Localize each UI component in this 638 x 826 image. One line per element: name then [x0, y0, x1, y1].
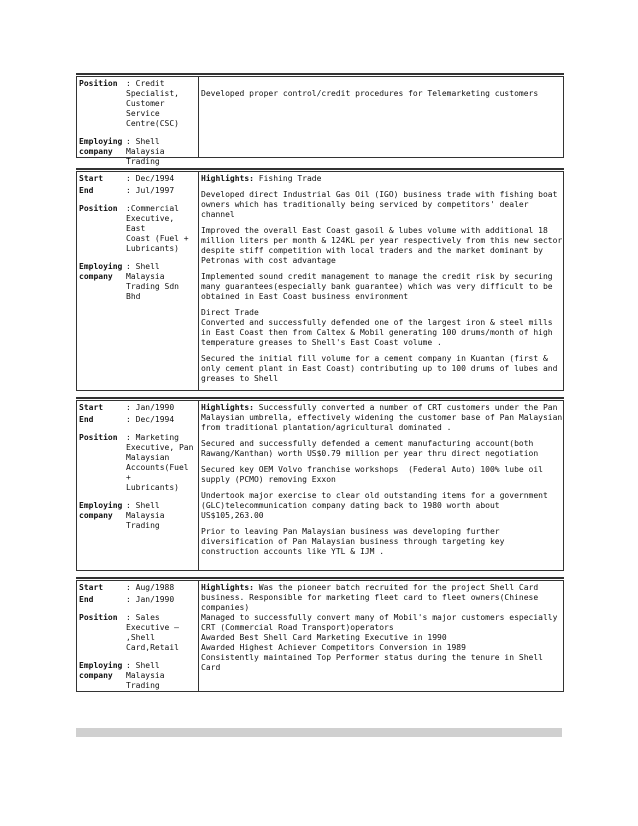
row-gap — [79, 425, 198, 433]
detail-value: : Marketing Executive, Pan Malaysian Accounts(Fuel + Lubricants) — [126, 433, 194, 492]
highlight-paragraph — [201, 354, 563, 384]
job-details-column — [77, 581, 199, 691]
highlight-paragraph — [201, 465, 563, 485]
detail-value: : Shell Malaysia Trading — [126, 137, 165, 166]
detail-value: : Shell Malaysia Trading — [126, 501, 165, 530]
highlight-text: Successfully converted a number of CRT customers under the Pan Malaysian umbrella, effectively widening the customer base of Pan Malaysian from traditional plantation/agricultural dominated . — [201, 403, 568, 432]
detail-row — [79, 403, 198, 413]
job-highlights-column — [199, 581, 563, 691]
highlights-label: Highlights: — [201, 403, 254, 412]
detail-value: : Jul/1997 — [126, 186, 175, 195]
highlight-paragraph — [201, 583, 563, 673]
detail-row — [79, 583, 198, 593]
detail-row — [79, 186, 198, 196]
detail-label: Employing company — [79, 262, 123, 281]
detail-label: Start — [79, 174, 104, 183]
highlight-text: Direct Trade Converted and successfully defended one of the largest iron & steel mills in East Coast then from Caltex & Mobil generating 100 drums/month of high temperature greases to Shell's East Coast volume . — [201, 308, 553, 347]
detail-row — [79, 174, 198, 184]
page-footer-bar — [76, 728, 562, 737]
highlight-paragraph — [201, 272, 563, 302]
detail-row — [79, 415, 198, 425]
row-gap — [79, 254, 198, 262]
job-details-column — [77, 172, 199, 390]
highlight-text: Secured key OEM Volvo franchise workshops (Federal Auto) 100% lube oil supply (PCMO) removing Exxon — [201, 465, 548, 484]
detail-label: Start — [79, 583, 104, 592]
detail-row — [79, 262, 198, 302]
highlight-paragraph — [201, 439, 563, 459]
highlight-paragraph — [201, 174, 563, 184]
highlight-text: Secured and successfully defended a cement manufacturing account(both Rawang/Kanthan) worth US$0.79 million per year thru direct negotiation — [201, 439, 539, 458]
detail-row — [79, 661, 198, 691]
job-highlights-column — [199, 77, 563, 157]
detail-value: : Jan/1990 — [126, 403, 175, 412]
highlight-paragraph — [201, 79, 563, 99]
job-highlights-column — [199, 172, 568, 390]
detail-label: Position — [79, 613, 118, 622]
detail-row — [79, 595, 198, 605]
detail-value: : Shell Malaysia Trading — [126, 661, 165, 690]
detail-row — [79, 79, 198, 129]
row-gap — [79, 493, 198, 501]
job-block — [76, 400, 568, 571]
detail-label: Position — [79, 79, 118, 88]
highlight-paragraph — [201, 308, 563, 348]
detail-row — [79, 137, 198, 167]
detail-row — [79, 613, 198, 653]
highlight-text: Improved the overall East Coast gasoil & lubes volume with additional 18 million liters per month & 124KL per year respectively from this new sector despite stiff competition with local traders and the market dominant by Petronas with cost advantage — [201, 226, 568, 265]
highlight-paragraph — [201, 527, 563, 557]
detail-label: Position — [79, 433, 118, 442]
detail-value: :Commercial Executive, East Coast (Fuel + Lubricants) — [126, 204, 189, 253]
detail-value: : Dec/1994 — [126, 415, 175, 424]
detail-value: : Shell Malaysia Trading Sdn Bhd — [126, 262, 179, 301]
detail-label: Start — [79, 403, 104, 412]
row-gap — [79, 605, 198, 613]
detail-row — [79, 204, 198, 254]
detail-label: Employing company — [79, 501, 123, 520]
row-gap — [79, 196, 198, 204]
highlight-text: Prior to leaving Pan Malaysian business was developing further diversification of Pan Malaysian business through targeting key construction accounts like YTL & IJM . — [201, 527, 510, 556]
detail-label: Employing company — [79, 137, 123, 156]
highlights-label: Highlights: — [201, 174, 254, 183]
detail-label: Position — [79, 204, 118, 213]
detail-value: : Credit Specialist, Customer Service Centre(CSC) — [126, 79, 179, 128]
detail-value: : Sales Executive – ,Shell Card,Retail — [126, 613, 179, 652]
detail-value: : Aug/1988 — [126, 583, 175, 592]
job-details-column — [77, 401, 199, 570]
job-block — [76, 171, 568, 391]
row-gap — [79, 129, 198, 137]
detail-value: : Dec/1994 — [126, 174, 175, 183]
detail-label: Employing company — [79, 661, 123, 680]
detail-label: End — [79, 415, 94, 424]
job-highlights-column — [199, 401, 568, 570]
highlight-text: Developed proper control/credit procedures for Telemarketing customers — [201, 89, 539, 98]
job-block — [76, 76, 564, 166]
highlight-paragraph — [201, 226, 568, 266]
highlight-text: Developed direct Industrial Gas Oil (IGO) business trade with fishing boat owners which has traditionally being serviced by competitors' dealer channel — [201, 190, 563, 219]
detail-label: End — [79, 186, 94, 195]
highlight-text: Undertook major exercise to clear old outstanding items for a government (GLC)telecommunication company dating back to 1980 worth about US$105,263.00 — [201, 491, 553, 520]
detail-row — [79, 501, 198, 531]
highlight-text: Fishing Trade — [253, 174, 322, 183]
highlight-paragraph — [201, 491, 563, 521]
highlights-label: Highlights: — [201, 583, 254, 592]
detail-label: End — [79, 595, 94, 604]
highlight-text: Was the pioneer batch recruited for the project Shell Card business. Responsible for marketing fleet card to fleet owners(Chinese companies) Managed to successfully convert many of Mobil's major customers especially CRT (Commercial Road Transport)operators Awarded Best Shell Card Marketing Executive in 1990 Awarded Highest Achiever Competitors Conversion in 1989 Consistently maintained Top Performer status during the tenure in Shell Card — [201, 583, 558, 672]
job-details-column — [77, 77, 199, 166]
row-gap — [79, 653, 198, 661]
job-block — [76, 580, 564, 692]
highlight-text: Secured the initial fill volume for a cement company in Kuantan (first & only cement plant in East Coast) contributing up to 100 drums of lubes and greases to Shell — [201, 354, 563, 383]
highlight-text: Implemented sound credit management to manage the credit risk by securing many guarantees(especially bank guarantee) which was very difficult to be obtained in East Coast business environment — [201, 272, 558, 301]
detail-row — [79, 433, 198, 493]
highlight-paragraph — [201, 403, 568, 433]
detail-value: : Jan/1990 — [126, 595, 175, 604]
highlight-paragraph — [201, 190, 563, 220]
